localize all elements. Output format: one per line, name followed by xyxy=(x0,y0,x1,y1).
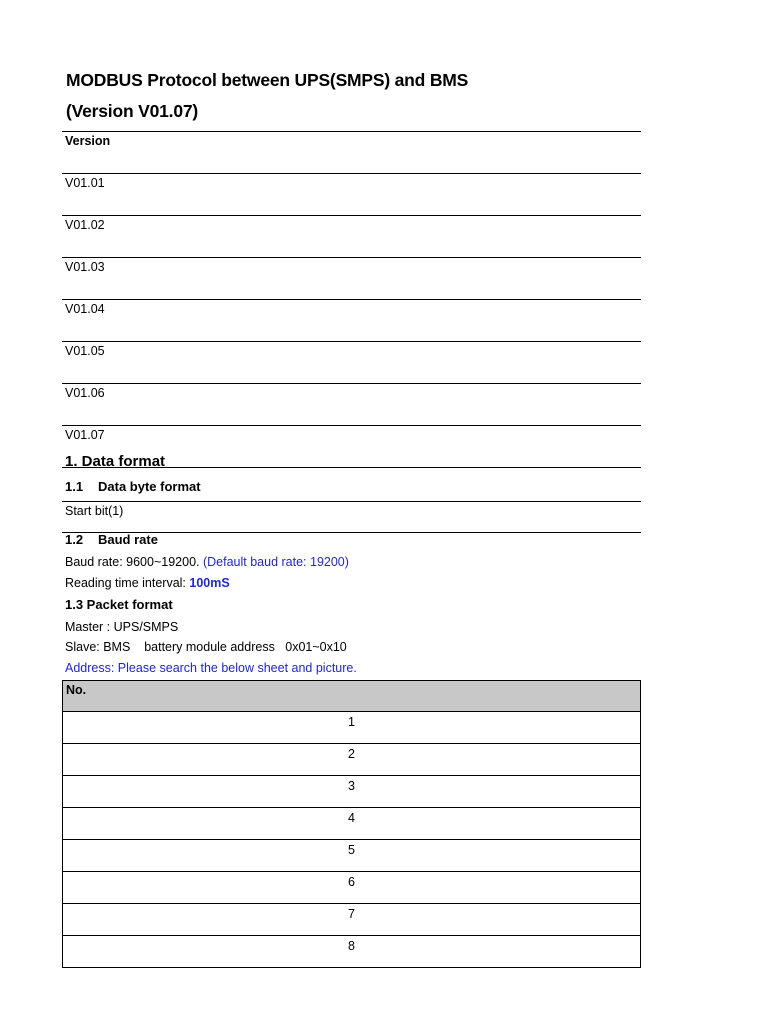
table-row xyxy=(63,872,641,904)
table-row xyxy=(62,384,641,426)
subheading-label: Data byte format xyxy=(98,479,201,494)
default-baud-rate: (Default baud rate: 19200) xyxy=(202,555,349,569)
table-row xyxy=(62,174,641,216)
table-row xyxy=(63,936,641,968)
version-cell: V01.01 xyxy=(62,174,641,216)
document-title: MODBUS Protocol between UPS(SMPS) and BMS xyxy=(66,70,469,90)
subheading-data-byte-format xyxy=(65,479,201,494)
data-byte-table xyxy=(62,501,641,533)
version-table xyxy=(62,131,641,468)
subheading-label: Baud rate xyxy=(98,532,158,547)
table-row xyxy=(63,904,641,936)
document-version-title: (Version V01.07) xyxy=(66,101,199,121)
table-row xyxy=(63,712,641,744)
baud-rate-line xyxy=(65,555,349,569)
subheading-baud-rate xyxy=(65,532,158,547)
subheading-number: 1.1 xyxy=(65,479,84,494)
section-heading-data-format: 1. Data format xyxy=(65,453,166,470)
master-line: Master : UPS/SMPS xyxy=(65,620,179,634)
version-cell: V01.04 xyxy=(62,300,641,342)
version-cell: V01.06 xyxy=(62,384,641,426)
version-cell: V01.05 xyxy=(62,342,641,384)
reading-interval-line xyxy=(65,576,230,590)
version-cell: V01.03 xyxy=(62,258,641,300)
reading-interval-value: 100mS xyxy=(189,576,230,590)
table-row xyxy=(63,776,641,808)
baud-rate-text: Baud rate: 9600~19200. xyxy=(65,555,200,569)
address-number-table xyxy=(62,680,641,968)
number-cell: 6 xyxy=(63,872,641,904)
table-row xyxy=(62,132,641,174)
address-note: Address: Please search the below sheet and picture. xyxy=(65,661,357,675)
table-header-row xyxy=(63,681,641,712)
number-cell: 1 xyxy=(63,712,641,744)
table-row xyxy=(62,342,641,384)
table-row xyxy=(62,216,641,258)
slave-line: Slave: BMS battery module address 0x01~0x10 xyxy=(65,640,347,654)
number-cell: 2 xyxy=(63,744,641,776)
table-row xyxy=(63,808,641,840)
version-cell: V01.07 xyxy=(62,426,641,468)
start-bit-cell: Start bit(1) xyxy=(62,502,641,533)
subheading-packet-format: 1.3 Packet format xyxy=(65,597,173,612)
number-cell: 5 xyxy=(63,840,641,872)
number-cell: 8 xyxy=(63,936,641,968)
table-row xyxy=(63,840,641,872)
number-cell: 7 xyxy=(63,904,641,936)
number-cell: 4 xyxy=(63,808,641,840)
number-cell: 3 xyxy=(63,776,641,808)
version-header: Version xyxy=(62,132,641,174)
version-cell: V01.02 xyxy=(62,216,641,258)
table-row xyxy=(62,258,641,300)
reading-interval-label: Reading time interval: xyxy=(65,576,186,590)
table-row xyxy=(62,300,641,342)
table-row xyxy=(62,502,641,533)
table-row xyxy=(63,744,641,776)
number-header: No. xyxy=(63,681,641,712)
subheading-number: 1.2 xyxy=(65,532,84,547)
